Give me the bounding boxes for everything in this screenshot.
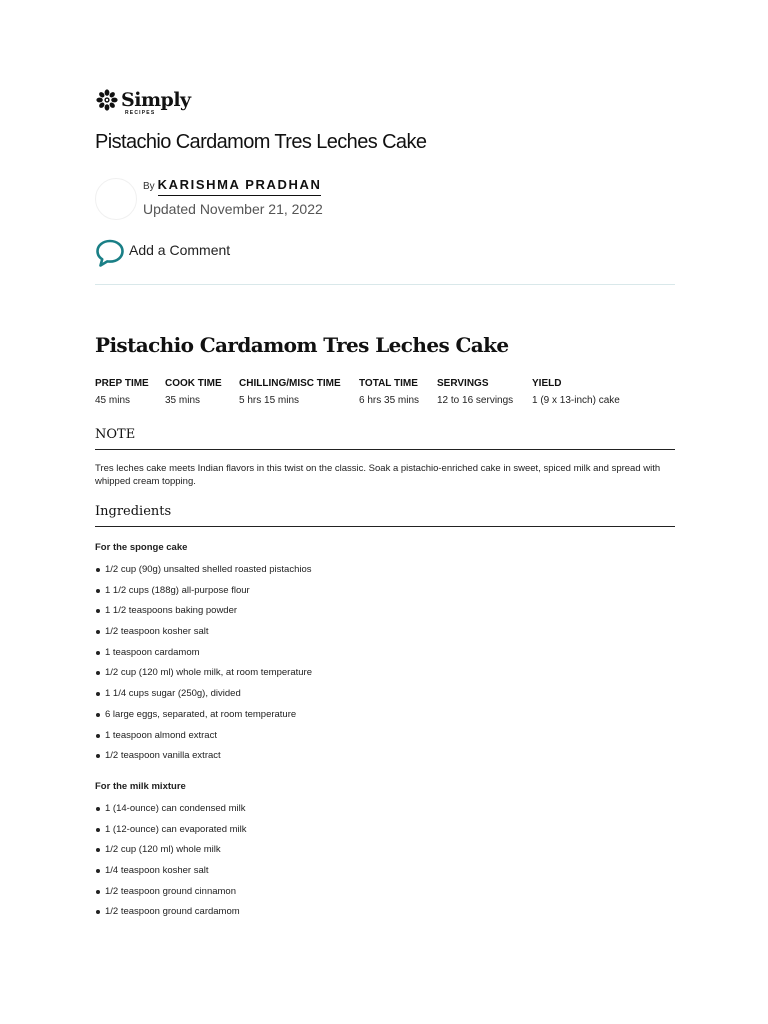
meta-servings [437,378,513,406]
meta-label: CHILLING/MISC TIME [239,378,341,389]
meta-label: SERVINGS [437,378,489,389]
list-item: 1 (14-ounce) can condensed milk [95,803,247,824]
meta-label: YIELD [532,378,562,389]
list-item: 1 teaspoon cardamom [95,647,312,668]
meta-value: 1 (9 x 13-inch) cake [532,395,620,406]
byline [143,177,321,196]
meta-label: COOK TIME [165,378,222,389]
list-item: 1 teaspoon almond extract [95,730,312,751]
article-title: Pistachio Cardamom Tres Leches Cake [95,131,427,153]
flower-logo-icon [95,88,119,112]
list-item: 1 1/2 teaspoons baking powder [95,605,312,626]
list-item: 1/2 teaspoon ground cardamom [95,906,247,927]
ingredients-heading [95,504,675,527]
meta-yield [532,378,620,406]
note-text: Tres leches cake meets Indian flavors in this twist on the classic. Soak a pistachio-enriched cake in sweet, spiced milk and spread with whipped cream topping. [95,463,661,487]
ingredient-group-label: For the milk mixture [95,781,186,792]
ingredient-list [95,803,247,927]
author-link[interactable]: KARISHMA PRADHAN [158,177,322,196]
list-item: 1/2 teaspoon kosher salt [95,626,312,647]
updated-date: Updated November 21, 2022 [143,201,323,217]
list-item: 1/2 cup (120 ml) whole milk, at room temperature [95,667,312,688]
meta-chilling-time [239,378,341,406]
comment-bubble-icon [95,238,125,268]
list-item: 6 large eggs, separated, at room temperature [95,709,312,730]
meta-value: 35 mins [165,395,201,406]
avatar[interactable] [95,178,137,220]
add-comment-button[interactable] [95,238,230,268]
meta-value: 5 hrs 15 mins [239,395,300,406]
byline-prefix: By [143,181,155,192]
list-item: 1 (12-ounce) can evaporated milk [95,824,247,845]
recipe-meta [95,378,675,412]
list-item: 1/2 cup (120 ml) whole milk [95,844,247,865]
list-item: 1/4 teaspoon kosher salt [95,865,247,886]
recipe-title: Pistachio Cardamom Tres Leches Cake [95,333,509,357]
meta-value: 45 mins [95,395,131,406]
add-comment-label: Add a Comment [129,242,231,258]
meta-value: 6 hrs 35 mins [359,395,420,406]
list-item: 1 1/2 cups (188g) all-purpose flour [95,585,312,606]
logo-subtitle: RECIPES [125,110,156,116]
list-item: 1/2 cup (90g) unsalted shelled roasted pistachios [95,564,312,585]
meta-cook-time [165,378,222,406]
meta-prep-time [95,378,149,406]
meta-total-time [359,378,419,406]
ingredients-heading-text: Ingredients [95,504,172,519]
note-heading-text: NOTE [95,427,136,442]
list-item: 1/2 teaspoon vanilla extract [95,750,312,771]
meta-label: TOTAL TIME [359,378,418,389]
meta-label: PREP TIME [95,378,149,389]
list-item: 1/2 teaspoon ground cinnamon [95,886,247,907]
note-heading [95,427,675,450]
list-item: 1 1/4 cups sugar (250g), divided [95,688,312,709]
divider [95,284,675,285]
logo-wordmark: Simply [121,89,191,111]
meta-value: 12 to 16 servings [437,395,514,406]
site-logo[interactable] [95,88,191,118]
ingredient-group-label: For the sponge cake [95,542,188,553]
ingredient-list [95,564,312,771]
